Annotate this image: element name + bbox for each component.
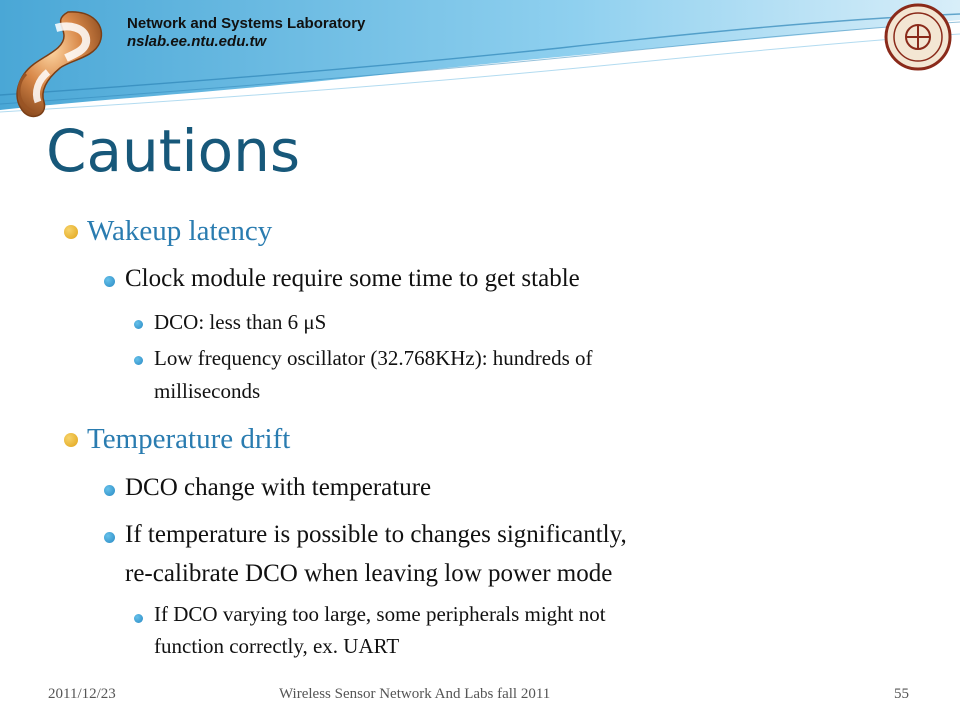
bullet-dot-icon <box>104 276 115 287</box>
bullet-text-continued: milliseconds <box>154 379 261 403</box>
university-seal-icon <box>878 2 958 72</box>
lab-name: Network and Systems Laboratory <box>127 15 366 32</box>
bullet-dot-icon <box>134 356 143 365</box>
bullet-text: If DCO varying too large, some peripherals might not <box>154 602 606 626</box>
lab-url: nslab.ee.ntu.edu.tw <box>127 33 267 50</box>
bullet-text: DCO: less than 6 μS <box>154 310 327 334</box>
footer-page-number: 55 <box>894 686 909 702</box>
bullet-dot-icon <box>134 614 143 623</box>
bullet-dot-icon <box>64 225 78 239</box>
bullet-text: Clock module require some time to get stable <box>125 265 580 292</box>
bullet-text: Low frequency oscillator (32.768KHz): hundreds of <box>154 346 593 370</box>
bullet-text-continued: re-calibrate DCO when leaving low power mode <box>125 560 613 587</box>
footer-course: Wireless Sensor Network And Labs fall 2011 <box>279 686 551 702</box>
bullet-dot-icon <box>104 532 115 543</box>
bullet-dot-icon <box>104 485 115 496</box>
footer-date: 2011/12/23 <box>48 686 116 702</box>
bullet-text: Wakeup latency <box>87 215 273 247</box>
bullet-dot-icon <box>134 320 143 329</box>
bullet-text-continued: function correctly, ex. UART <box>154 634 400 658</box>
slide-title: Cautions <box>46 117 301 185</box>
bullet-text: Temperature drift <box>87 423 291 455</box>
bullet-dot-icon <box>64 433 78 447</box>
nslab-logo-icon <box>8 6 113 126</box>
bullet-text: If temperature is possible to changes significantly, <box>125 521 627 548</box>
bullet-text: DCO change with temperature <box>125 474 432 501</box>
